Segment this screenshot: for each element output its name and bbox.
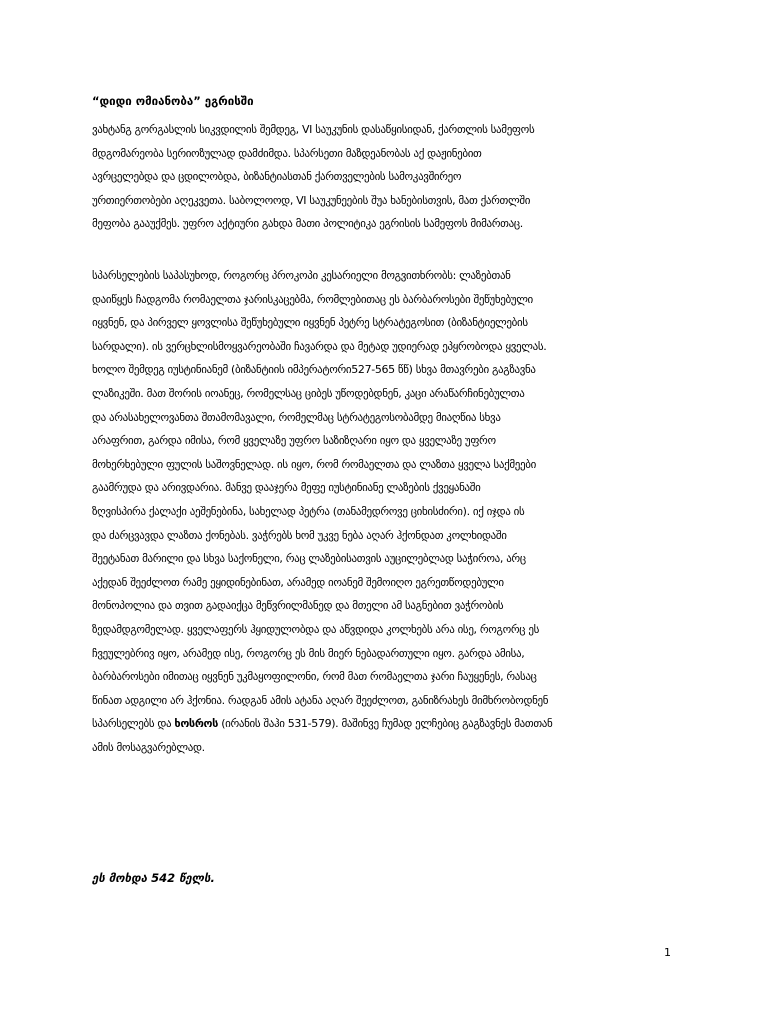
text-line: ვახტანგ გორგასლის სიკვდილის შემდეგ, VI საუკუნის დასაწყისიდან, ქართლის სამეფოს: [92, 123, 535, 136]
text-line: ლაზიკეში. მათ შორის იოანეც, რომელსაც ციბეს უწოდებდნენ, კაცი არაწარჩინებულთა: [92, 386, 525, 400]
text-line: ამის მოსაგვარებლად.: [92, 740, 205, 754]
text-line: და ძარცვავდა ლაზთა ქონებას. ვაჭრებს ხომ უკვე ნება აღარ ჰქონდათ კოლხიდაში: [92, 528, 507, 542]
text-line: ავრცელებდა და ცდილობდა, ბიზანტიასთან ქართველების სამოკავშირეო: [92, 170, 462, 184]
text-line: იყვნენ, და პირველ ყოვლისა შეწუხებული იყვნენ პეტრე სტრატეგოსით (ბიზანტიელების: [92, 316, 528, 330]
text-line: მონოპოლია და თვით გადაიქცა მეწვრილმანედ და მთელი ამ საგნებით ვაჭრობის: [92, 599, 504, 613]
text-line: ჩვეულებრივ იყო, არამედ ისე, როგორც ეს მის მიერ ნებადართული იყო. გარდა ამისა,: [92, 646, 525, 660]
text-line: სპარსელების საპასუხოდ, როგორც პროკოპი კესარიელი მოგვითხრობს: ლაზებთან: [92, 269, 511, 282]
text-line: მდგომარეობა სერიოზულად დამძიმდა. სპარსეთი მაზდეანობას აქ დაჟინებით: [92, 146, 482, 160]
text-line: ზღვისპირა ქალაქი აეშენებინა, სახელად პეტრა (თანამედროვე ციხისძირი). იქ იჯდა ის: [92, 504, 525, 518]
text-fragment: სპარსელებს და: [92, 717, 175, 731]
text-line: არაფრით, გარდა იმისა, რომ ყველაზე უფრო საზიზღარი იყო და ყველაზე უფრო: [92, 434, 496, 448]
closing-statement: ეს მოხდა 542 წელს.: [92, 871, 215, 885]
text-line: გაამრუდა და არივდარია. მანვე დააჯერა მეფე იუსტინიანე ლაზების ქვეყანაში: [92, 481, 481, 495]
bold-name-khosrow: ხოსროს: [174, 717, 219, 731]
text-line: ბარბაროსები იმითაც იყვნენ უკმაყოფილონი, რომ მათ რომაელთა ჯარი ჩაუყენეს, რასაც: [92, 670, 537, 684]
text-line: წინათ ადგილი არ ჰქონია. რადგან ამის ატანა აღარ შეეძლოთ, განიზრახეს მიმხრობოდნენ: [92, 693, 549, 707]
document-heading: “დიდი ომიანობა” ეგრისში: [92, 94, 254, 108]
text-line: აქედან შეეძლოთ რამე ეყიდინებინათ, არამედ იოანემ შემოიღო ეგრეთწოდებული: [92, 575, 504, 589]
text-line: შეეტანათ მარილი და სხვა საქონელი, რაც ლაზებისათვის აუცილებლად საჭიროა, არც: [92, 552, 526, 566]
text-line: ზედამდგომელად. ყველაფერს ჰყიდულობდა და აწვდიდა კოლხებს არა ისე, როგორც ეს: [92, 622, 540, 636]
text-line: სარდალი). ის ვერცხლისმოყვარეობაში ჩავარდა და მეტად უდიერად ეპყრობოდა ყველას.: [92, 339, 547, 353]
page-number: 1: [664, 946, 671, 959]
text-fragment: (ირანის შაჰი 531-579). მაშინვე ჩუმად ელჩებიც გაგზავნეს მათთან: [218, 717, 553, 731]
text-line: და არასახელოვანთა შთამომავალი, რომელმაც სტრატეგოსობამდე მიაღწია სხვა: [92, 410, 501, 424]
text-line: [92, 712, 702, 736]
paragraph-1: [92, 118, 702, 236]
text-line: ურთიერთობები აღეკვეთა. საბოლოოდ, VI საუკუნეების შუა ხანებისთვის, მათ ქართლში: [92, 193, 531, 207]
paragraph-2: [92, 264, 702, 759]
text-line: მოხერხებული ფულის საშოვნელად. ის იყო, რომ რომაელთა და ლაზთა ყველა საქმეები: [92, 457, 536, 471]
text-line: მეფობა გააუქმეს. უფრო აქტიური გახდა მათი პოლიტიკა ეგრისის სამეფოს მიმართაც.: [92, 217, 523, 231]
text-line: ხოლო შემდეგ იუსტინიანემ (ბიზანტიის იმპერატორი527-565 წწ) სხვა მთავრები გაგზავნა: [92, 363, 536, 377]
text-line: დაიწყეს ჩადგომა რომაელთა ჯარისკაცებმა, რომლებითაც ეს ბარბაროსები შეწუხებული: [92, 292, 533, 306]
